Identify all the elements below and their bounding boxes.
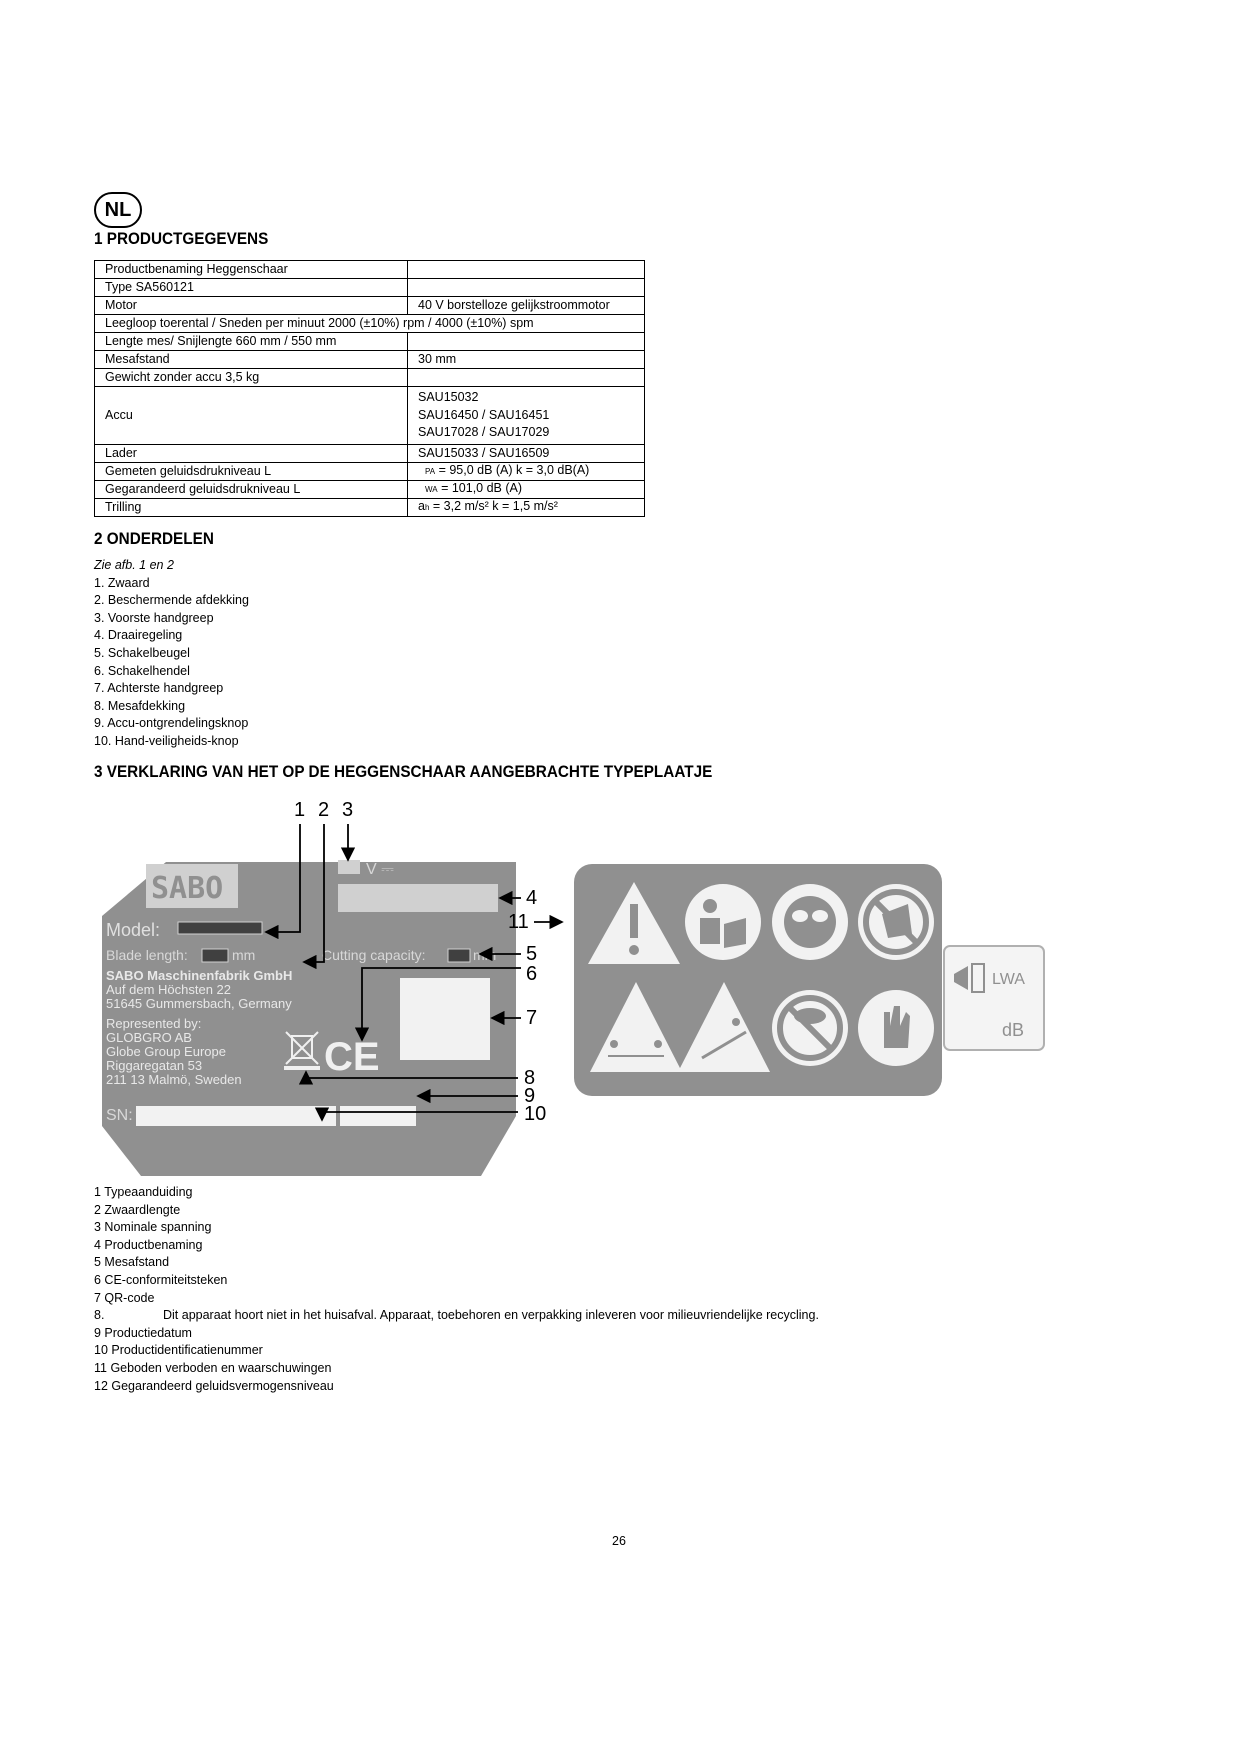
list-item: 3 Nominale spanning [94, 1220, 212, 1235]
rep-name: GLOBGRO AB [106, 1030, 192, 1045]
lwa-label [944, 946, 1044, 1050]
weee-bar [284, 1066, 320, 1070]
ce-mark: CE [324, 1035, 380, 1079]
table-row: Type SA560121 [95, 279, 645, 297]
sn-box-date [136, 1106, 336, 1126]
section-2-title: 2 ONDERDELEN [94, 529, 214, 548]
list-item: 8. Mesafdekking [94, 698, 186, 713]
cutting-capacity-box [448, 949, 470, 962]
accu-model: SAU15032 [418, 390, 479, 404]
rep-label: Represented by: [106, 1016, 202, 1031]
table-row: Gemeten geluidsdrukniveau L PA = 95,0 dB (A) k = 3,0 dB(A) [95, 462, 645, 480]
spec-table [94, 260, 645, 517]
maker-street: Auf dem Höchsten 22 [106, 982, 232, 997]
table-row: Motor 40 V borstelloze gelijkstroommotor [95, 297, 645, 315]
list-item: 4. Draairegeling [94, 628, 183, 643]
sabo-logo: SABO [151, 871, 224, 906]
callout-7: 7 [526, 1007, 538, 1029]
voltage-unit: V ⎓ [366, 861, 394, 878]
maker-city: 51645 Gummersbach, Germany [106, 996, 292, 1011]
section-3-title: 3 VERKLARING VAN HET OP DE HEGGENSCHAAR AANGEBRACHTE TYPEPLAATJE [94, 762, 713, 781]
legend-item-8-text: Dit apparaat hoort niet in het huisafval. Apparaat, toebehoren en verpakking inleveren voor milieuvriendelijke recycling. [163, 1308, 819, 1323]
list-item [94, 1307, 819, 1325]
list-item: 10 Productidentificatienummer [94, 1343, 263, 1358]
accu-model: SAU17028 / SAU17029 [418, 425, 550, 439]
list-item: 12 Gegarandeerd geluidsvermogensniveau [94, 1378, 334, 1393]
callout-3: 3 [342, 799, 354, 821]
table-row: Gegarandeerd geluidsdrukniveau L WA = 101,0 dB (A) [95, 480, 645, 498]
list-item: 5. Schakelbeugel [94, 645, 190, 660]
legend-list [94, 1184, 819, 1395]
model-box [178, 922, 262, 934]
maker-name: SABO Maschinenfabrik GmbH [106, 968, 293, 983]
list-item: 1. Zwaard [94, 575, 150, 590]
rep-street: Riggaregatan 53 [106, 1058, 203, 1073]
eye-ear-protection-icon [772, 884, 848, 960]
accu-model: SAU16450 / SAU16451 [418, 407, 550, 422]
section-1-title: 1 PRODUCTGEGEVENS [94, 229, 269, 248]
legend-item-8-number: 8. [94, 1308, 105, 1323]
table-row: Leegloop toerental / Sneden per minuut 2000 (±10%) rpm / 4000 (±10%) spm [95, 315, 645, 333]
callout-11: 11 [508, 911, 529, 933]
sn-label: SN: [106, 1107, 133, 1124]
callout-5: 5 [526, 943, 538, 965]
sn-box-id [340, 1106, 416, 1126]
table-row: Accu SAU15032 SAU16450 / SAU16451 SAU17028 / SAU17029 [95, 387, 645, 445]
callout-4: 4 [526, 887, 538, 909]
voltage-box [338, 860, 360, 874]
table-row: Lengte mes/ Snijlengte 660 mm / 550 mm [95, 333, 645, 351]
list-item: 10. Hand-veiligheids-knop [94, 733, 239, 748]
db-text: dB [1002, 1020, 1025, 1040]
callout-6: 6 [526, 963, 538, 985]
parts-list [94, 557, 249, 751]
callout-9: 9 [524, 1085, 536, 1107]
table-row: Gewicht zonder accu 3,5 kg [95, 369, 645, 387]
product-name-box [338, 884, 498, 912]
gloves-icon [858, 990, 934, 1066]
blade-unit: mm [232, 947, 256, 963]
list-item: 7 QR-code [94, 1290, 155, 1305]
blade-length-box [202, 949, 228, 962]
list-item: 2. Beschermende afdekking [94, 593, 249, 608]
list-item: 7. Achterste handgreep [94, 681, 224, 696]
list-item: 9. Accu-ontgrendelingsknop [94, 716, 249, 731]
parts-intro: Zie afb. 1 en 2 [94, 558, 174, 572]
list-item: 9 Productiedatum [94, 1325, 192, 1340]
cutting-capacity-label: Cutting capacity: [322, 947, 426, 963]
list-item: 11 Geboden verboden en waarschuwingen [94, 1360, 332, 1375]
lwa-text: LWA [992, 971, 1025, 988]
type-plate-figure [96, 786, 1120, 1178]
callout-8: 8 [524, 1067, 536, 1089]
list-item: 5 Mesafstand [94, 1255, 170, 1270]
language-badge: NL [94, 192, 142, 228]
callout-1: 1 [294, 799, 306, 821]
list-item: 6 CE-conformiteitsteken [94, 1272, 228, 1287]
no-rain-icon [772, 990, 848, 1066]
rep-group: Globe Group Europe [106, 1044, 226, 1059]
model-label: Model: [106, 920, 161, 940]
rep-city: 211 13 Malmö, Sweden [106, 1072, 242, 1087]
table-row: Trilling ah = 3,2 m/s² k = 1,5 m/s² [95, 498, 645, 516]
list-item: 3. Voorste handgreep [94, 610, 214, 625]
qr-code-box [400, 978, 490, 1060]
cutting-unit: mm [473, 947, 497, 963]
list-item: 6. Schakelhendel [94, 663, 190, 678]
page-number: 26 [612, 1534, 626, 1548]
table-row: Mesafstand 30 mm [95, 351, 645, 369]
list-item: 1 Typeaanduiding [94, 1185, 193, 1199]
blade-length-label: Blade length: [106, 947, 188, 963]
read-manual-icon [685, 884, 761, 960]
callout-10: 10 [524, 1103, 547, 1125]
list-item: 2 Zwaardlengte [94, 1202, 181, 1217]
list-item: 4 Productbenaming [94, 1237, 203, 1252]
table-row: Productbenaming Heggenschaar [95, 261, 645, 279]
table-row: Lader SAU15033 / SAU16509 [95, 444, 645, 462]
callout-2: 2 [318, 799, 330, 821]
no-hands-icon [858, 884, 934, 960]
